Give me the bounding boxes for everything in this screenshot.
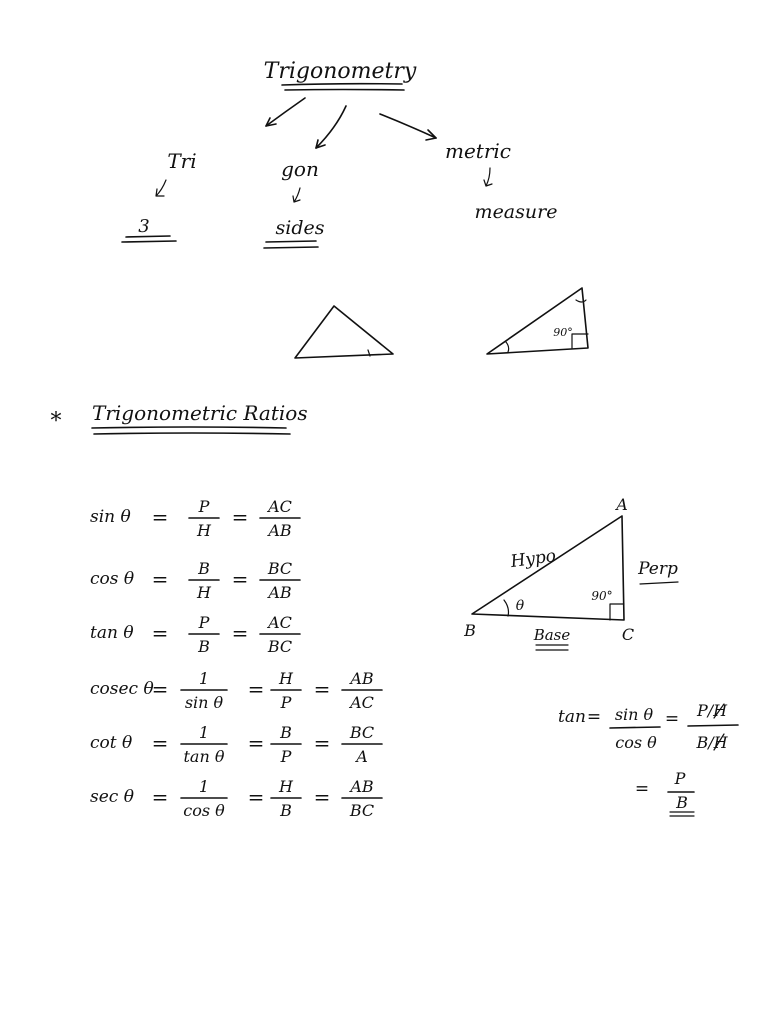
meaning-gon-underline-1 [266, 241, 316, 242]
tan-eq-1: = [586, 707, 602, 727]
ratio-letter-fraction-numerator: H [279, 777, 293, 796]
ratio-equals: = [313, 785, 331, 809]
ratio-side-fraction-numerator: BC [267, 559, 293, 578]
ratio-name: tan θ [90, 623, 134, 643]
ratio-equals: = [151, 731, 169, 755]
section-underline-1 [92, 427, 286, 428]
triangle-right [487, 288, 588, 354]
tan-frac1-num: sin θ [614, 705, 654, 724]
ratio-name: sin θ [90, 507, 131, 527]
ratio-side-fraction-numerator: AB [350, 669, 374, 688]
base-label: Base [533, 626, 571, 644]
arrow-to-tri [266, 98, 305, 126]
triangle-right-angle-label: 90° [553, 326, 573, 339]
ratio-inverse-fraction-denominator: sin θ [184, 693, 224, 712]
right-angle-label: 90° [591, 589, 613, 603]
arrow-to-gon [316, 106, 346, 148]
section-underline-2 [94, 433, 290, 434]
meaning-tri-underline-1 [126, 236, 170, 237]
etymology-word-gon: gon [281, 157, 319, 181]
ratio-equals: = [313, 677, 331, 701]
ratio-name: sec θ [90, 787, 134, 807]
ratio-letter-fraction-denominator: P [280, 747, 292, 766]
ratio-equals: = [247, 785, 265, 809]
ratio-letter-fraction-denominator: P [280, 693, 292, 712]
down-arrow-metric [484, 168, 492, 186]
tan-result-den: B [676, 793, 688, 812]
ratio-equals: = [247, 731, 265, 755]
triangle-generic [295, 306, 393, 358]
labeled-right-triangle [463, 495, 678, 650]
triangle-right-arc-left [506, 342, 509, 352]
etymology-meaning-tri: 3 [138, 216, 150, 237]
section-bullet: * [50, 409, 62, 434]
perpendicular-underline [640, 582, 678, 584]
vertex-c-label: C [621, 625, 635, 644]
ratio-equals: = [151, 677, 169, 701]
ratio-equals: = [151, 621, 169, 645]
ratio-equals: = [151, 505, 169, 529]
ratio-side-fraction-denominator: BC [349, 801, 375, 820]
ratio-letter-fraction-numerator: P [198, 613, 210, 632]
ratio-side-fraction-numerator: AC [268, 497, 292, 516]
ratio-equals: = [151, 785, 169, 809]
tan-lhs: tan [558, 707, 586, 727]
ratio-side-fraction-denominator: A [356, 747, 368, 766]
page-title: Trigonometry [263, 59, 417, 84]
ratio-letter-fraction-numerator: B [280, 723, 292, 742]
ratio-equals: = [231, 621, 249, 645]
ratio-equals: = [313, 731, 331, 755]
etymology-word-tri: Tri [167, 149, 197, 173]
down-arrow-tri [156, 180, 166, 196]
hypotenuse-label: Hypo [509, 545, 558, 573]
ratio-side-fraction-denominator: AB [268, 521, 292, 540]
theta-label: θ [515, 598, 525, 614]
ratio-inverse-fraction-numerator: 1 [198, 777, 210, 796]
title-underline-1 [282, 84, 402, 85]
ratio-equals: = [231, 567, 249, 591]
tan-frac2-num: P/H [696, 701, 728, 720]
tan-result-num: P [674, 769, 686, 788]
tan-frac1-bar [610, 727, 660, 728]
ratio-letter-fraction-numerator: H [279, 669, 293, 688]
section-title: Trigonometric Ratios [92, 401, 308, 425]
ratio-letter-fraction-denominator: H [197, 521, 211, 540]
ratio-letter-fraction-denominator: B [280, 801, 292, 820]
perpendicular-label: Perp [638, 559, 678, 579]
down-arrow-gon [293, 188, 300, 202]
tan-derivation [558, 701, 738, 816]
triangle-right-arc-top [576, 300, 586, 302]
tan-frac2-den: B/H [696, 733, 728, 752]
ratio-side-fraction-numerator: AC [268, 613, 292, 632]
tan-eq-3: = [634, 779, 650, 799]
ratio-name: cot θ [90, 733, 133, 753]
ratio-name: cosec θ [90, 679, 154, 699]
etymology-word-metric: metric [445, 139, 511, 163]
etymology-meaning-gon: sides [275, 217, 325, 239]
tan-eq-2: = [664, 709, 680, 729]
ratio-side-fraction-numerator: BC [349, 723, 375, 742]
tan-frac2-bar [688, 725, 738, 726]
ratio-equals: = [231, 505, 249, 529]
vertex-a-label: A [616, 495, 628, 514]
etymology-meaning-metric: measure [474, 201, 558, 223]
labeled-triangle-right-square [610, 604, 624, 620]
tan-frac1-den: cos θ [615, 733, 657, 752]
ratio-equals: = [151, 567, 169, 591]
ratio-side-fraction-denominator: BC [267, 637, 293, 656]
ratio-inverse-fraction-numerator: 1 [198, 723, 210, 742]
ratio-letter-fraction-denominator: H [197, 583, 211, 602]
ratio-equals: = [247, 677, 265, 701]
ratio-letter-fraction-numerator: B [198, 559, 210, 578]
ratio-side-fraction-denominator: AC [350, 693, 374, 712]
ratio-letter-fraction-denominator: B [198, 637, 210, 656]
vertex-b-label: B [464, 621, 476, 640]
labeled-triangle-theta-arc [504, 600, 509, 616]
meaning-tri-underline-2 [122, 241, 176, 242]
ratio-inverse-fraction-denominator: cos θ [183, 801, 225, 820]
ratio-list [90, 497, 382, 820]
title-underline-2 [285, 90, 404, 91]
ratio-side-fraction-numerator: AB [350, 777, 374, 796]
meaning-gon-underline-2 [264, 247, 318, 248]
labeled-triangle-outline [472, 516, 624, 620]
ratio-name: cos θ [90, 569, 135, 589]
arrow-to-metric [380, 114, 436, 138]
ratio-side-fraction-denominator: AB [268, 583, 292, 602]
triangle-right-square [572, 334, 588, 348]
ratio-inverse-fraction-numerator: 1 [198, 669, 210, 688]
ratio-inverse-fraction-denominator: tan θ [183, 747, 225, 766]
ratio-letter-fraction-numerator: P [198, 497, 210, 516]
